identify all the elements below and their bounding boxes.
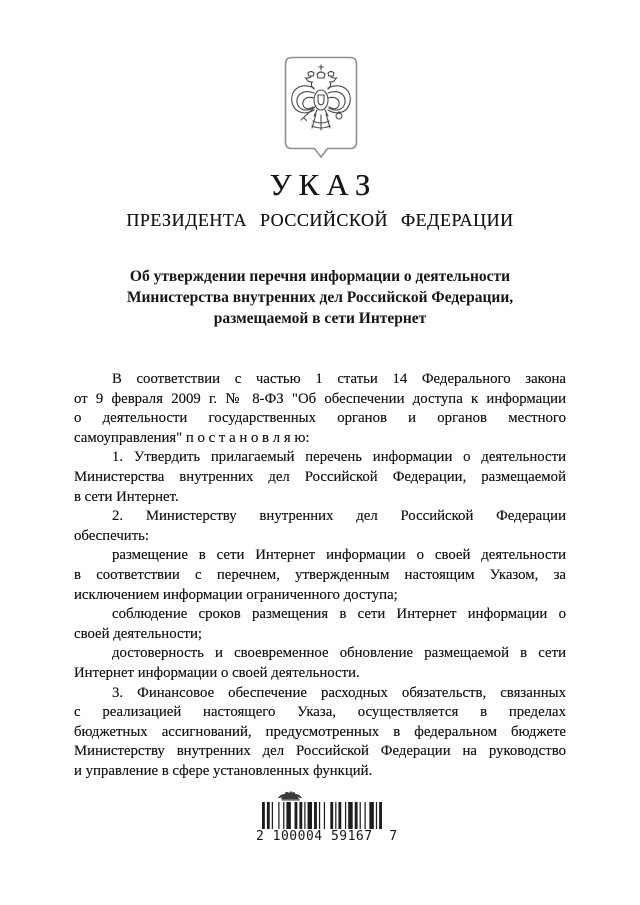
body-line: Интернет информации о своей деятельности.	[74, 664, 360, 681]
decree-body	[74, 370, 566, 781]
body-line: о деятельности государственных органов и органов местного	[74, 410, 566, 427]
subject-line: размещаемой в сети Интернет	[213, 310, 427, 327]
body-line: в соответствии с перечнем, утвержденным настоящим Указом, за	[74, 566, 566, 583]
body-line: соблюдение сроков размещения в сети Интернет информации о	[112, 606, 566, 623]
barcode-bars	[262, 802, 384, 829]
barcode-block	[256, 790, 398, 844]
body-line: В соответствии с частью 1 статьи 14 Федерального закона	[112, 371, 566, 387]
subject-line: Об утверждении перечня информации о деятельности	[129, 268, 511, 285]
body-line: своей деятельности;	[74, 625, 203, 642]
body-line: 1. Утвердить прилагаемый перечень информации о деятельности	[112, 449, 566, 466]
body-line: бюджетных ассигнований, предусмотренных в федеральном бюджете	[74, 723, 566, 740]
body-line: размещение в сети Интернет информации о своей деятельности	[112, 547, 566, 564]
russian-eagle-icon	[282, 56, 360, 162]
body-line: от 9 февраля 2009 г. № 8-ФЗ "Об обеспечении доступа к информации	[74, 390, 566, 407]
body-line: Министерства внутренних дел Российской Федерации, размещаемой	[74, 468, 566, 485]
coat-of-arms-emblem	[282, 56, 360, 162]
body-line: 3. Финансовое обеспечение расходных обязательств, связанных	[112, 684, 566, 701]
barcode-digits: 2 100004 59167 7	[256, 829, 398, 844]
body-line: в сети Интернет.	[74, 488, 179, 505]
body-line: с реализацией настоящего Указа, осуществляется в пределах	[74, 704, 566, 721]
body-line: обеспечить:	[74, 527, 150, 544]
body-line: самоуправления" п о с т а н о в л я ю:	[74, 429, 310, 446]
mini-eagle-icon	[278, 790, 304, 802]
subject-heading	[0, 266, 640, 329]
body-line: Министерству внутренних дел Российской Федерации на руководство	[74, 743, 566, 760]
body-line: 2. Министерству внутренних дел Российской Федерации	[112, 508, 566, 525]
body-line: исключением информации ограниченного доступа;	[74, 586, 398, 603]
subject-line: Министерства внутренних дел Российской Федерации,	[126, 289, 514, 306]
body-line: и управление в сфере установленных функций.	[74, 762, 373, 779]
decree-issuer: ПРЕЗИДЕНТА РОССИЙСКОЙ ФЕДЕРАЦИИ	[126, 210, 514, 230]
decree-title: УКАЗ	[269, 167, 378, 202]
body-line: достоверность и своевременное обновление размещаемой в сети	[112, 645, 566, 662]
